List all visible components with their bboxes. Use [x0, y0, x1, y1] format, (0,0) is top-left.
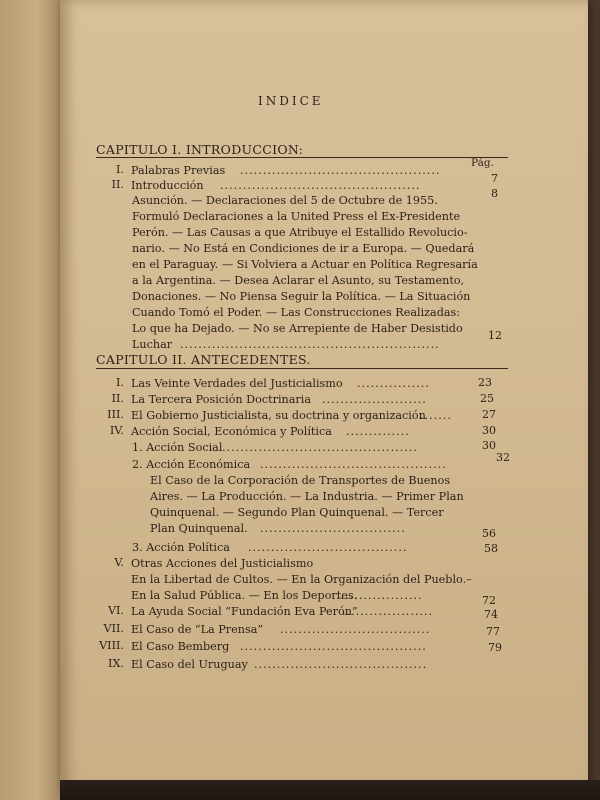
ch2-item-3-page: 27	[482, 408, 496, 421]
ch2-item5-paragraph-line: En la Salud Pública. — En los Deportes.	[131, 589, 358, 602]
leader-dots: ...................	[336, 589, 423, 602]
ch2-item-8-page: 79	[488, 641, 502, 654]
ch1-paragraph-line: Luchar	[132, 338, 173, 351]
leader-dots: ....................	[342, 605, 434, 618]
leader-dots: .................................	[280, 623, 431, 636]
ch2-item-7-text: El Caso de “La Prensa”	[131, 623, 264, 636]
pag-label: Pág.	[471, 157, 494, 169]
ch2-item-6-text: La Ayuda Social “Fundación Eva Perón”	[131, 605, 358, 618]
ch1-paragraph-line: Cuando Tomó el Poder. — Las Construcciones Realizadas:	[132, 306, 461, 319]
ch2-item-3-roman: III.	[107, 408, 124, 421]
leader-dots: ..............	[346, 425, 410, 438]
chapter-1-rule	[96, 157, 508, 158]
ch1-item-1-page: 7	[491, 172, 498, 185]
chapter-2-heading: CAPITULO II. ANTECEDENTES.	[96, 352, 311, 367]
ch2-item-5-roman: V.	[114, 556, 124, 569]
ch1-item-1-text: Palabras Previas	[131, 164, 226, 177]
ch2-item-4-text: Acción Social, Económica y Política	[131, 425, 332, 438]
ch2-item-7-roman: VII.	[103, 622, 124, 635]
ch1-paragraph-line: Lo que ha Dejado. — No se Arrepiente de Haber Desistido	[132, 322, 463, 335]
leader-dots: .......	[420, 409, 452, 422]
ch2-item-1-text: Las Veinte Verdades del Justicialismo	[131, 377, 343, 390]
ch2-item-4-page: 30	[482, 424, 496, 437]
ch2-item5-paragraph-line: En la Libertad de Cultos. — En la Organización del Pueblo.–	[131, 573, 472, 586]
bottom-shadow	[60, 780, 600, 800]
ch2-item-2-roman: II.	[111, 392, 124, 405]
ch1-paragraph-line: Formuló Declaraciones a la United Press el Ex-Presidente	[132, 210, 461, 223]
ch2-item-9-text: El Caso del Uruguay	[131, 658, 248, 671]
ch1-item-2-page: 8	[491, 187, 498, 200]
ch2-item-8-text: El Caso Bemberg	[131, 640, 230, 653]
ch1-paragraph-line: nario. — No Está en Condiciones de ir a Europa. — Quedará	[132, 242, 475, 255]
ch2-sub2-paragraph-line: Aires. — La Producción. — La Industria. — Primer Plan	[150, 490, 464, 503]
ch2-sub2-para-page: 56	[482, 527, 496, 540]
ch1-item-2-text: Introducción	[131, 179, 204, 192]
ch2-item-6-roman: VI.	[107, 604, 124, 617]
ch2-sub-1-page: 30	[482, 439, 496, 452]
ch2-item-8-roman: VIII.	[99, 639, 124, 652]
ch2-sub2-paragraph-line: Plan Quinquenal.	[150, 522, 248, 535]
chapter-1-heading: CAPITULO I. INTRODUCCION:	[96, 142, 304, 157]
ch1-paragraph-page: 12	[488, 329, 502, 342]
left-page-edge	[0, 0, 62, 800]
leader-dots: ................	[357, 377, 430, 390]
page-title: INDICE	[258, 94, 324, 108]
ch2-item-4-roman: IV.	[109, 424, 124, 437]
ch1-paragraph-line: a la Argentina. — Desea Aclarar el Asunto, su Testamento,	[132, 274, 465, 287]
chapter-2-rule	[96, 368, 508, 369]
leader-dots: ................................	[260, 522, 406, 535]
ch2-item-1-roman: I.	[116, 376, 124, 389]
ch2-sub-2-label: 2. Acción Económica	[132, 458, 251, 471]
ch2-item-3-text: El Gobierno Justicialista, su doctrina y organización	[131, 409, 426, 422]
leader-dots: ...........................................	[222, 441, 418, 454]
ch2-sub-2-page: 32	[496, 451, 510, 464]
leader-dots: ............................................	[220, 179, 421, 192]
ch2-item-9-roman: IX.	[108, 657, 124, 670]
leader-dots: .........................................	[260, 458, 447, 471]
leader-dots: .......................	[322, 393, 427, 406]
ch2-sub-3-page: 58	[484, 542, 498, 555]
ch2-item-6-page: 74	[484, 608, 498, 621]
leader-dots: .........................................................	[180, 338, 440, 351]
ch2-item-7-page: 77	[486, 625, 500, 638]
ch1-item-2-roman: II.	[111, 178, 124, 191]
ch2-item-5-page: 72	[482, 594, 496, 607]
ch2-item-2-text: La Tercera Posición Doctrinaria	[131, 393, 312, 406]
ch1-paragraph-line: Perón. — Las Causas a que Atribuye el Estallido Revolucio-	[132, 226, 468, 239]
ch2-item-5-text: Otras Acciones del Justicialismo	[131, 557, 314, 570]
ch1-item-1-roman: I.	[116, 163, 124, 176]
ch2-sub-1-label: 1. Acción Social	[132, 441, 223, 454]
ch1-paragraph-line: Donaciones. — No Piensa Seguir la Política. — La Situación	[132, 290, 471, 303]
leader-dots: ......................................	[254, 658, 428, 671]
ch1-paragraph-line: en el Paraguay. — Si Volviera a Actuar en Política Regresaría	[132, 258, 478, 271]
ch2-sub2-paragraph-line: El Caso de la Corporación de Transportes de Buenos	[150, 474, 451, 487]
ch1-paragraph-line: Asunción. — Declaraciones del 5 de Octubre de 1955.	[132, 194, 438, 207]
ch2-sub2-paragraph-line: Quinquenal. — Segundo Plan Quinquenal. — Tercer	[150, 506, 444, 519]
ch2-item-2-page: 25	[480, 392, 494, 405]
leader-dots: ............................................	[240, 164, 441, 177]
ch2-item-1-page: 23	[478, 376, 492, 389]
leader-dots: ...................................	[248, 541, 408, 554]
ch2-sub-3-label: 3. Acción Política	[132, 541, 230, 554]
leader-dots: .........................................	[240, 640, 427, 653]
